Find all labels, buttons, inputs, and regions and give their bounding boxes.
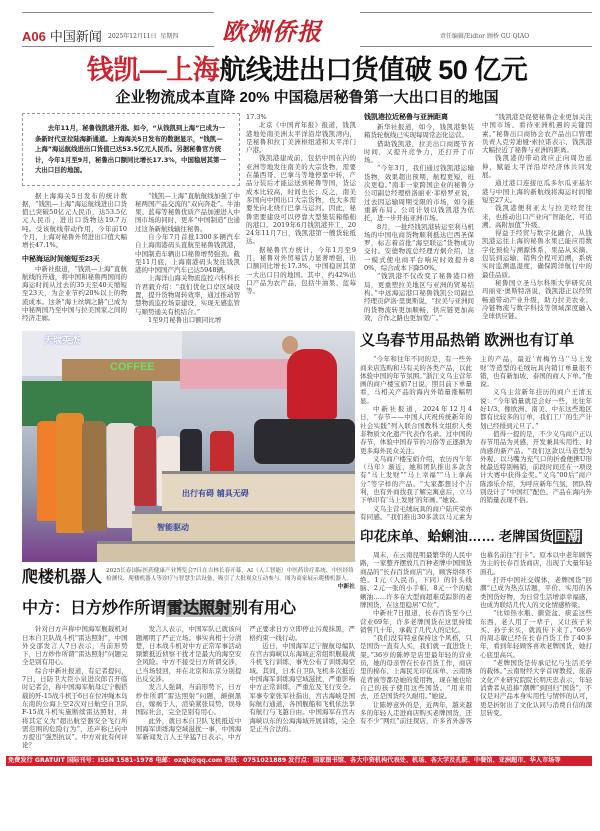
newspaper-logo: 欧洲侨报 — [222, 17, 322, 46]
coffee-sign: COFFEE — [110, 361, 155, 374]
stair-step-middle — [132, 511, 355, 541]
lower-section — [22, 331, 592, 749]
subheading: 中秘海运时间缩短至23天 — [22, 255, 100, 263]
footer-bar: 免费发行 GRATUIT 国际刊号：ISSN 1581-1978 电邮：ozqb@qq.com 热线：0751021889 发行点：国家图书馆、各大中资机构代表处、机场、各大学及孔院、中餐馆、亚洲超市、华人市场等 — [6, 756, 592, 766]
paragraph: “今年3月，我们通过钱凯港运输货物，效果超出预期，航程更短，班次更稳。”南非一家跨国企业的秘鲁分公司副总经理格洛丽亚·菲格罗亚说，过去因运输周期受限的市场，如今能重新布局。公司计划以钱凯港为依托，进一步开拓亚洲市场。 — [364, 164, 474, 223]
headline-part: 中方：日方炒作所谓 — [22, 600, 167, 618]
paragraph: 北京《中国青年报》报道，钱凯港地处南美洲太平洋沿岸钱凯湾内，是秘鲁和拉丁美洲枢纽港和太平洋门户港。 — [246, 121, 356, 155]
date-text: 2025年12月11日 — [108, 33, 157, 40]
masthead-rule — [22, 12, 214, 13]
lead-headline — [22, 54, 592, 86]
page — [8, 0, 592, 766]
paragraph: 义乌主营新年挂历的商户王清玉说：“今年销量就是会好一些，比往年好1/3。像欧洲、南美、中东这些地区都有比较多的订单，我们工厂的生产计划已经排到元旦了。” — [480, 388, 592, 430]
subheading: 钱凯港拉近秘鲁与亚洲距离 — [364, 114, 448, 121]
lead-story — [22, 113, 592, 324]
paragraph: 综合中新社报道，有记者提问，7日，日防卫大臣小泉进次郎召开临时记者会，称中国海军航母辽宁舰搭载的歼-15战斗机于6日在位冲绳本岛东南的公海上空2次对日航空自卫队F-15战斗机实施断续雷达照射，并将其定义为“超出航空器安全飞行所需范围的危险行为”，还声称已向中方提出“强烈抗议”。中方对此有何评论？ — [22, 666, 128, 750]
paragraph: 让陈婷意外的是，近两年，越来越多的年轻人走进商店购买老牌国货，还有不少“网红”前往探店，许多省外游客也慕名前往“打卡”。原本以中老年顾客为主的长春百货商店，出现了大量年轻面孔。 — [360, 551, 592, 726]
paragraph: 值得一提的是，不少义乌商户正以春节用品为灵感，开发兼具实用性、时尚感的新产品。“我们这款以马造型为外观、以马嘴为充气口的折叠便携U形枕最近特别畅销，前段时间还在一项设计大赛中获得金奖。”义乌“00后”商户陈添乐介绍，为呼应新年气氛，团队特别设计了“中国红”配色，产品在海内外的销量表现不俗。 — [480, 429, 592, 505]
lower-right-column — [360, 331, 592, 749]
lead-left-column — [22, 113, 240, 324]
paragraph: 针对日方声称中国海军舰载机对日本自卫队战斗机“雷达照射”，中国外交部发言人7日表示，当前形势下，日方炒作所谓“雷达照射”问题完全是别有用心。 — [22, 625, 128, 667]
headline-part: 别有用心 — [232, 600, 297, 618]
paragraph: 发言人强调，当前形势下，日方炒作所谓“雷达照射”问题，颠倒黑白，嫁祸于人，渲染紧张局势，误导国际社会，完全是别有用心。 — [135, 683, 242, 717]
paragraph: 中新社报道，“钱凯—上海”直航航线的开通，将中国和秘鲁两国间的海运时间从过去的35天至40天缩短至23天，为企业节约20%以上的物流成本。这条“海上丝绸之路”已成为中秘两国乃至中国与拉美国家之间的经济走廊。 — [22, 264, 127, 323]
photo-caption: 2025长春国际医药健康产业博览会7日在吉林长春开幕，AI（人工智能）中医药诊疗系统、中医经络检测仪、爬楼机器人等诊疗与智慧生活设备，吸引了大批观众互动参与。图为商家展示爬楼机器人。 — [106, 568, 354, 583]
visitor — [107, 423, 135, 528]
paragraph: “钱凯港是促使秘鲁企业更加关注中国市场、看待亚洲机遇的关键因素。”秘鲁出口商协会农产品出口管理负责人克劳迪娅·索拉诺表示，钱凯港大幅拉近了秘鲁与亚洲的距离。 — [482, 113, 592, 155]
photo-caption-title: 爬楼机器人 — [22, 567, 103, 587]
paragraph: 钱凯港的带动效应正向周边延伸，赋能太平洋沿岸经济体共同发展。 — [482, 154, 592, 180]
masthead-rule — [360, 46, 592, 47]
paragraph: 秘鲁国立圣马尔科斯大学研究员玛丽亚·奥斯特洛说，钱凯港正以经贸畅通带动产业升级，助力拉美农业、冷链物流与数字科技等领域深度融入全球供应链。 — [482, 278, 592, 321]
section-label — [22, 26, 102, 45]
paragraph: 中新社报道，2024年12月4日，“春节——中国人庆祝传统新年的社会实践”列入联合国教科文组织人类非物质文化遗产代表作名录。过中国的春节，体验中国春节的习俗等正逐渐为更多海外民众关注。 — [360, 405, 472, 455]
paragraph: 上海洋山海关物流监控六科科长许君毅介绍：“我们优化口岸区域设置，提升货物周转效率，通过推动智慧物流监控场景建设，实现无感监管与顺势通关有机结合。” — [135, 274, 240, 316]
editor-credit: 责任编辑/Eidtor 顾桥 GU QIAO — [440, 33, 530, 40]
photo-stair-climbing-robot — [22, 331, 355, 562]
guohuo-body — [360, 551, 592, 725]
lead-body-left — [22, 192, 240, 325]
lead-right-column — [246, 113, 592, 324]
paragraph: 打开中国社交媒体，老牌国货“回潮”已成为热点话题，平价、实用的各类国货好物，为日常生活增添幸福感，也成为联结几代人的文化情感桥梁。 — [480, 576, 592, 609]
paragraph: 周末，在云南昆明最繁华的人民中路，一家整齐摆放几百种老牌中国国货商品的“长春百货商店”内，顾客络绎不绝。1元（人民币，下同）的针头线脑、2元一张的小手帕、8元一个的蛤蜊油……许多在大型商超难觅踪影的老牌国货，在这里稳居“C位”。 — [360, 551, 472, 609]
page-code: A06 — [22, 29, 46, 44]
photo-caption-row — [22, 567, 355, 591]
paragraph: 据秘鲁官方统计，今年1月至9月，秘鲁对外贸易活力显著增强，出口额同比增长17.3%，中国稳居其第一大出口目的地国。其中，约42%出口产品为农产品，包括牛油果、蓝莓等。 — [246, 245, 356, 296]
stair-climbing-robot — [254, 419, 355, 464]
paragraph: 义乌商户楼宝娟介绍，农历丙午年（马年）渐近，她和团队推出多款含有“马上发财”“马上幸福”“马上拿高分”等字样的产品。“大家都想讨个吉利，也有外商找我了解完寓意后，立马下单印有‘马上发财’的年画。”她说。 — [360, 454, 472, 505]
paragraph: 通过港口连接厄瓜多尔瓜亚基尔港与中国上海的新航线将海运时间缩短至27天。 — [482, 179, 592, 204]
visitor — [82, 421, 106, 531]
section-name: 中国新闻 — [49, 29, 102, 44]
paragraph: 钱凯港建成前，包括中国在内的亚洲等地发往南美的大宗货物，需要在墨西哥、巴拿马等地停靠中转，产品分装后才能运送到秘鲁等国，货运成本比较高，时间也长；反之，南美多国向中国出口大宗货物，也大多需要先向北绕行巴拿马运河。因此，秘鲁需要建设可以停靠大型集装箱船舶的港口。2019年6月钱凯港开工，2024年11月7日，钱凯港第一艘货轮抵达。 — [246, 154, 356, 246]
paragraph: “今年和往年不同的是，有一些外商来店选购和马有关的各类产品，以此体验中国的年节氛围。”浙江义乌主营年画的商户楼宝娟7日说，照目前下单量看，马相关产品的海内外销量涨幅明显。 — [360, 355, 472, 405]
paragraph: 8月，一批经钱凯港转运至利马机场的中国电商货物顺利抵达巴西圣保罗，标志着首批“海空联运”货物成功交付。安德物流总经理方炯介绍，这一模式使电商平台响应时效提升80%，综合成本下降50%。 — [364, 222, 474, 273]
stair-step-top — [162, 471, 355, 511]
photo-credit: 中新社 — [337, 584, 355, 591]
paragraph: “钱凯港不仅改变了秘鲁港口格局，更重塑拉美地区与亚洲的贸易结构。”中远海运港口秘鲁钱凯公司副总经理贡萨洛·里奥斯说，“拉美与亚洲间的货物流转更加顺畅，供应链更加高效，合作之路也更加宽广。” — [364, 272, 474, 322]
paragraph: 钱凯港便利亚太与拉美经贸往来，也推动出口产业向“智能化、可追溯、高附加值”升级。 — [482, 204, 592, 229]
lead-body-right — [246, 113, 592, 322]
visitor — [134, 426, 156, 506]
paragraph: 近日，中国海军辽宁舰航母编队在宫古海峡以东海域正常组织舰载战斗机飞行训练，事先公布了训练海空域。其间，日本自卫队飞机多次抵近中国海军训练海空域滋扰，严重影响中方正常训练，严重危及飞行安全。军事专家张军社指出，宫古海峡是国际航行通道，各国舰船和飞机依法享有航行与飞越自由。中国海军在宫古海峡以东的公海海域开展训练，完全是正当合法的。 — [249, 641, 355, 733]
paragraph: 得益于经贸与数字化融合，从钱凯港运往上海的秘鲁水果已能应用数字化预检与溯源体系，果品从采摘、包装到运输、销售全程可追溯，系统实时监测温湿度，确保跨洋航行中的最佳品质。 — [482, 229, 592, 279]
booth-sign: 天瑞英杰 — [44, 336, 81, 347]
yiwu-body — [360, 355, 592, 521]
booth-wall — [22, 381, 152, 426]
paragraph: “我们没有特意保持这个风格，只是国货一直有人买，我们就一直进货上架。”36岁的陈婷是店里最年轻的营业员，她的母亲曾在长春百货工作，商店里的棉布、上海民光印花床单、云南绣花背被等都是她的爱用物，现在她也给自己的孩子使用这些国货。“用来用去，还是国货经久耐用。”她说。 — [360, 634, 472, 701]
headline-part: 印花床单、蛤蜊油…… 老牌国货 — [360, 529, 553, 545]
headline-inverted: 回潮 — [553, 529, 581, 545]
paragraph: 借助钱凯港，拉美出口商既节省时间，又提升竞争力，还打开了市场。 — [364, 139, 474, 165]
paragraph: 新华社报道，如今，钱凯港集装箱货轮航线已实现每周常态化运营。 — [364, 123, 474, 140]
photo-caption-box — [106, 567, 355, 591]
masthead-rule — [22, 46, 214, 47]
issue-date — [108, 31, 178, 40]
stair-slogan-2: 智能驱动 — [157, 523, 189, 533]
paragraph: 此外，就日本自卫队飞机抵近中国海军训练海空域滋扰一事，中国海军新闻发言人王学猛7日表示，中方严正要求日方立即停止污蔑抹黑，严格约束一线行动。 — [135, 625, 355, 742]
stair-step-bottom — [97, 541, 355, 562]
lower-left-column — [22, 331, 355, 749]
headline-highlight: 雷达照射 — [167, 600, 232, 618]
paragraph: “钱凯—上海”直航航线加强了中秘两国产品交流的“双向奔赴”。牛油果、蓝莓等秘鲁优质产品加速进入中国市场的同时，更多“中国制造”也通过这条新航线输往秘鲁。 — [135, 191, 240, 233]
lead-intro-box: 去年11月，秘鲁钱凯港开港。如今，“从钱凯到上海”已成为一条新时代亚拉陆海新通道。上海海关5日发布的数据显示，“钱凯—上海”海运航线进出口货值已达53.5亿元人民币。另据秘鲁官方统计，今年1月至9月，秘鲁出口额同比增长17.3%，中国稳居其第一大出口目的地国。 — [22, 113, 240, 186]
visitor — [56, 413, 84, 533]
weekday-text: 星期四 — [160, 33, 179, 40]
radar-body — [22, 625, 355, 749]
paragraph: 中新社7日报道，长春百货至今已营业69年，许多老牌国货在这里持续销售几十年，承载了几代人的记忆。 — [360, 609, 472, 634]
paragraph: 自今年7月首批1300多辆汽车自上海南港码头直航至秘鲁钱凯港，中国制造车辆出口秘鲁增势强劲。截至11月底，上海南港码头发往钱凯港的中国国产汽车已达5948辆。 — [135, 232, 240, 275]
masthead-rule — [360, 12, 592, 13]
stair-slogan: 出行有碍 辅具无碍 — [182, 489, 249, 499]
paragraph: “老牌国货是传承记忆与生活美学的载体。”云南财经大学首席教授、旅游文化产业研究院院长明庆忠表示，年轻消费者从追捧“潮牌”到回归“国货”，不仅是对产品本身实用性与情怀的认可，更是折射出了文化认同与消费自信的深层转变。 — [480, 659, 592, 717]
paragraph: 义乌主营毛绒玩具的商户陆庆荣亦有同感。“我们推出30多款以马元素为主的产品，最近‘青梅竹马’‘马上发财’等造型的毛绒玩具内销订单量很不错，也有新加坡、泰国的商人下单。”他说。 — [360, 355, 592, 521]
masthead — [22, 12, 592, 48]
yiwu-headline: 义乌春节用品热销 欧洲也有订单 — [360, 332, 575, 350]
lead-subhead: 企业物流成本直降 20% 中国稳居秘鲁第一大出口目的地国 — [115, 89, 499, 106]
pink-booth — [180, 359, 290, 389]
headline-black-part: 航线进出口货值破 50 亿元 — [219, 55, 528, 85]
headline-red-part: 钱凯—上海 — [86, 55, 220, 85]
paragraph: 17.3% — [246, 113, 267, 121]
paragraph: 据上海海关5日发布的统计数据，“钱凯—上海”海运航线进出口货值已突破50亿元人民币，达53.5亿元人民币，进出口货物达19.7万吨。受该航线带动作用，今年前10个月，上海对秘鲁外贸进出口值大幅增长47.1%。 — [22, 191, 127, 250]
paragraph: “比如热水瓶、搪瓷盆、痰盂这些东西，老人用了一辈子，又让孩子来买、孙子来买，就流传下来了。”66岁的周志敏已经在长春百货工作了40多年，看到年轻顾客喜欢老牌国货，她打心底里高兴。 — [480, 609, 592, 659]
paragraph: 1至9月秘鲁出口额同比增 — [148, 315, 222, 324]
demonstrator-red-jacket — [287, 349, 337, 419]
paragraph: 发言人表示，中国军队已就该问题阐明了严正立场。事实真相十分清楚，日本战斗机对中方正常军事活动频繁抵近侦察干扰才是最大的海空安全风险。中方不接受日方所谓交涉，已当场驳回，并在北京和东京分别提出反交涉。 — [135, 625, 242, 684]
guohuo-headline — [360, 528, 592, 546]
radar-headline — [22, 599, 355, 619]
